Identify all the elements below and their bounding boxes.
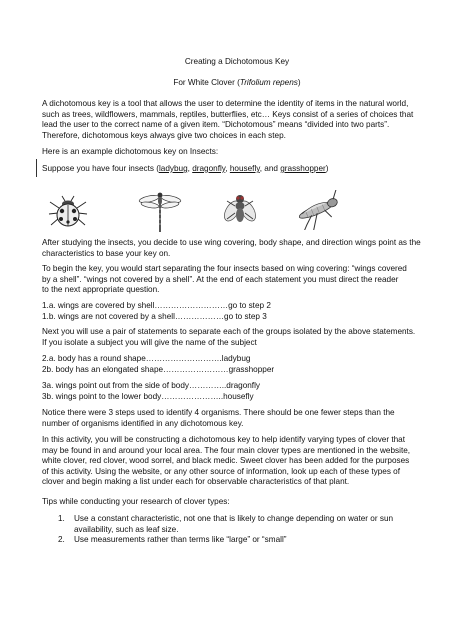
subtitle-suffix: ) <box>297 78 301 87</box>
paragraph-line: may be found in and around your local area. The four main clover types are mentioned in the website, <box>42 445 411 455</box>
tip-line: Use a constant characteristic, not one that is likely to change depending on water or sun <box>74 514 394 523</box>
key-couplet-line: 3a. wings point out from the side of body…………..dragonfly <box>42 381 260 390</box>
key-couplet-line: 1.a. wings are covered by shell………………………go to step 2 <box>42 301 271 310</box>
paragraph-line: lead the user to the correct name of a given item. “Dichotomous” means “divided into two parts”. <box>42 120 390 130</box>
paragraph-line: number of organisms identified in any dichotomous key. <box>42 418 244 428</box>
tip-item <box>58 514 442 535</box>
notice-paragraph <box>42 408 442 429</box>
paragraph-line: white clover, red clover, wood sorrel, and black medic. Sweet clover has been added for the purposes <box>42 456 410 466</box>
paragraph-line: to the next appropriate question. <box>42 285 160 295</box>
grasshopper-icon <box>290 190 344 230</box>
paragraph-line: clover and begin making a list under each for observable characteristics of that plant. <box>42 477 350 487</box>
page-subtitle <box>0 78 474 89</box>
intro-paragraph <box>42 99 442 141</box>
tips-list <box>58 514 442 546</box>
key-couplet-line: 2.a. body has a round shape……………………….ladybug <box>42 354 251 363</box>
separator: , and <box>259 164 281 173</box>
paragraph-line: To begin the key, you would start separating the four insects based on wing covering: “wings covered <box>42 264 407 273</box>
key-couplet-line: 1.b. wings are not covered by a shell………………go to step 3 <box>42 311 267 321</box>
paragraph-line: In this activity, you will be constructing a dichotomous key to help identify varying types of clover that <box>42 435 406 444</box>
text-cursor <box>36 159 37 177</box>
insect-name-grasshopper: grasshopper <box>280 164 326 173</box>
paragraph-line: Therefore, dichotomous keys always give two choices in each step. <box>42 130 286 140</box>
key-step-1 <box>42 301 442 322</box>
page-title: Creating a Dichotomous Key <box>184 57 290 66</box>
paragraph-line: After studying the insects, you decide to use wing covering, body shape, and direction wings point as the <box>42 238 421 247</box>
separator: , <box>187 164 193 173</box>
paragraph-line: If you isolate a subject you will give the name of the subject <box>42 337 257 347</box>
subtitle-prefix: For White Clover ( <box>173 78 240 87</box>
paragraph-line: characteristics to base your key on. <box>42 248 171 258</box>
tip-line: Use measurements rather than terms like “large” or “small” <box>74 535 287 545</box>
paragraph-line: of this activity. Using the website, or any other source of information, look up each of these types of <box>42 466 401 476</box>
tip-line: availability, such as leaf size. <box>74 524 179 534</box>
example-heading: Here is an example dichotomous key on Insects: <box>42 147 219 156</box>
paragraph-line: A dichotomous key is a tool that allows the user to determine the identity of items in the natural world, <box>42 99 409 108</box>
tips-heading: Tips while conducting your research of clover types: <box>42 497 230 506</box>
activity-paragraph <box>42 435 442 488</box>
tip-item <box>58 535 442 546</box>
species-name: Trifolium repens <box>239 78 298 87</box>
tip-number: 1. <box>58 514 65 523</box>
insect-name-ladybug: ladybug <box>158 164 188 173</box>
key-couplet-line: 2b. body has an elongated shape……………………grasshopper <box>42 364 275 374</box>
insect-name-dragonfly: dragonfly <box>192 164 226 173</box>
begin-key-paragraph <box>42 264 442 296</box>
paragraph-line: Notice there were 3 steps used to identify 4 organisms. There should be one fewer steps than the <box>42 408 395 417</box>
housefly-icon <box>219 191 261 231</box>
suppose-suffix: ) <box>325 164 329 173</box>
key-step-2 <box>42 354 442 375</box>
separator: , <box>225 164 230 173</box>
after-study-paragraph <box>42 238 442 259</box>
suppose-prefix: Suppose you have four insects ( <box>42 164 159 173</box>
dragonfly-icon <box>138 190 182 234</box>
tip-number: 2. <box>58 535 65 545</box>
paragraph-line: Next you will use a pair of statements to separate each of the groups isolated by the above statements. <box>42 327 416 336</box>
insect-name-housefly: housefly <box>229 164 260 173</box>
key-step-3 <box>42 381 442 402</box>
ladybug-icon <box>48 194 88 230</box>
paragraph-line: such as trees, wildflowers, mammals, reptiles, butterflies, etc… Keys consist of a series of choices that <box>42 109 414 119</box>
key-couplet-line: 3b. wings point to the lower body…………………..housefly <box>42 391 254 401</box>
suppose-sentence <box>42 164 442 175</box>
next-pair-paragraph <box>42 327 442 348</box>
paragraph-line: by a shell”. “wings not covered by a shell”. At the end of each statement you must direct the reader <box>42 274 399 284</box>
